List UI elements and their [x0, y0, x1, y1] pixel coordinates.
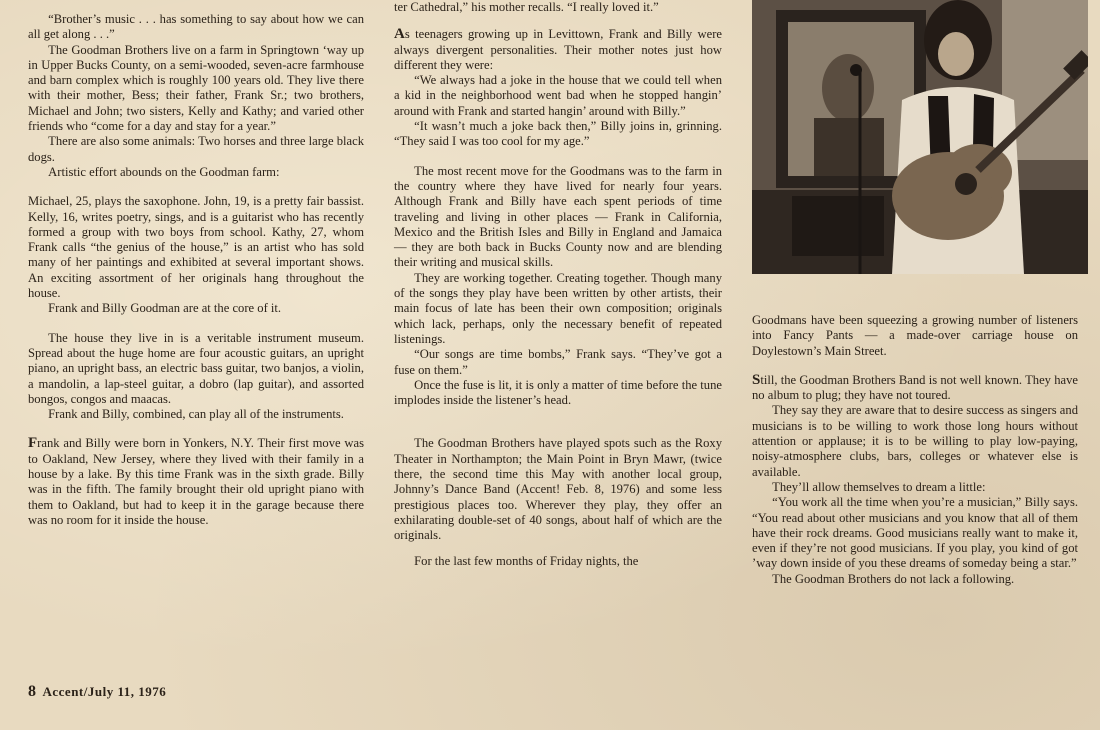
photo-musician-guitar [752, 0, 1088, 274]
paragraph: “You work all the time when you’re a musician,” Billy says. “You read about other musicians and you know that all of them have their rock dreams. Good musicians really want to make it, even if they’re not good musicians. If you play, you kind of got ’way down inside of you these dreams of someday being a star.” [752, 495, 1078, 571]
column-left [28, 12, 364, 528]
paragraph: The house they live in is a veritable instrument museum. Spread about the huge home are four acoustic guitars, an upright piano, an upright bass, an electric bass guitar, two banjos, a violin, a mandolin, a lap-steel guitar, a dobro (lap guitar), and assorted bongos, congos and maacas. [28, 330, 364, 406]
column-middle [394, 0, 722, 569]
drop-cap: F [28, 435, 38, 452]
paragraph-text: s teenagers growing up in Levittown, Frank and Billy were always divergent personalities. Their mother notes just how different they were: [394, 27, 722, 72]
paragraph: They say they are aware that to desire success as singers and musicians is to be willing to work those long hours without attention or applause; it is to be willing to play low-paying, noisy-atmosphere clubs, bars, colleges or whatever else is available. [752, 403, 1078, 479]
drop-cap: S [752, 371, 761, 388]
paragraph: They’ll allow themselves to dream a little: [772, 479, 986, 494]
paragraph: The Goodman Brothers live on a farm in Springtown ‘way up in Upper Bucks County, on a semi-wooded, seven-acre farmhouse and barn complex which is roughly 100 years old. They live there with their mother, Bess; their father, Frank Sr.; two brothers, Michael and John; two sisters, Kelly and Kathy; and varied other friends who “come for a day and stay for a year.” [28, 42, 364, 134]
paragraph: Frank and Billy Goodman are at the core of it. [48, 301, 282, 316]
paragraph: Artistic effort abounds on the Goodman farm: [48, 164, 280, 179]
paragraph: They are working together. Creating together. Though many of the songs they play have been written by other artists, their main focus of late has been their own composition; originals which lack, perhaps, only the necessary benefit of repeated listenings. [394, 270, 722, 346]
paragraph-text: till, the Goodman Brothers Band is not well known. They have no album to plug; they have not toured. [752, 372, 1078, 403]
paragraph: “It wasn’t much a joke back then,” Billy joins in, grinning. “They said I was too cool for my age.” [394, 119, 722, 149]
paragraph: The Goodman Brothers have played spots such as the Roxy Theater in Northampton; the Main Point in Bryn Mawr, (twice there, the second time this May with another local group, Johnny’s Dance Band (Accent! Feb. 8, 1976) and some less prestigious places too. Wherever they play, they offer an exhilarating double-set of 40 songs, about half of which are the originals. [394, 436, 722, 543]
paragraph: The most recent move for the Goodmans was to the farm in the country where they have lived for nearly four years. Although Frank and Billy have each spent periods of time traveling and living in other places — Frank in California, Mexico and the British Isles and Billy in England and Jamaica — they are both back in Bucks County now and are blending their writing and musical skills. [394, 163, 722, 270]
paragraph-continued: ter Cathedral,” his mother recalls. “I really loved it.” [394, 0, 659, 14]
paragraph: “We always had a joke in the house that we could tell when a kid in the neighborhood went bad when he stopped hangin’ around with Frank and started hangin’ around with Billy.” [394, 73, 722, 118]
publication-date: Accent/July 11, 1976 [42, 684, 167, 699]
paragraph: For the last few months of Friday nights, the [414, 553, 639, 568]
page-folio [28, 683, 166, 701]
paragraph-text: rank and Billy were born in Yonkers, N.Y. Their first move was to Oakland, New Jersey, where they lived with their family in a house by a lake. By this time Frank was in the sixth grade. Billy was in the fifth. The family brought their old upright piano with them to Oakland, but had to keep it in the garage because there was no room for it inside the house. [28, 436, 364, 527]
photo-illustration [752, 0, 1088, 274]
drop-cap: A [394, 26, 405, 43]
paragraph-with-dropcap [752, 373, 1078, 404]
paragraph-with-dropcap [28, 436, 364, 528]
paragraph: “Our songs are time bombs,” Frank says. “They’ve got a fuse on them.” [394, 347, 722, 377]
paragraph: “Brother’s music . . . has something to say about how we can all get along . . .” [28, 12, 364, 42]
paragraph: The Goodman Brothers do not lack a following. [772, 571, 1015, 586]
paragraph-with-dropcap [394, 27, 722, 73]
paragraph: Once the fuse is lit, it is only a matter of time before the tune implodes inside the listener’s head. [394, 377, 722, 408]
column-right [752, 313, 1078, 587]
paragraph: There are also some animals: Two horses and three large black dogs. [28, 134, 364, 164]
paragraph: Frank and Billy, combined, can play all of the instruments. [48, 407, 344, 422]
page-number: 8 [28, 683, 37, 700]
paragraph: Goodmans have been squeezing a growing number of listeners into Fancy Pants — a made-over carriage house on Doylestown’s Main Street. [752, 313, 1078, 358]
paragraph: Michael, 25, plays the saxophone. John, 19, is a pretty fair bassist. Kelly, 16, writes poetry, sings, and is a guitarist who has recently formed a group with two boys from school. Kathy, 27, whom Frank calls “the genius of the house,” is an artist who has sold many of her paintings and exhibited at several important shows. An exciting assortment of her originals hang throughout the house. [28, 194, 364, 301]
